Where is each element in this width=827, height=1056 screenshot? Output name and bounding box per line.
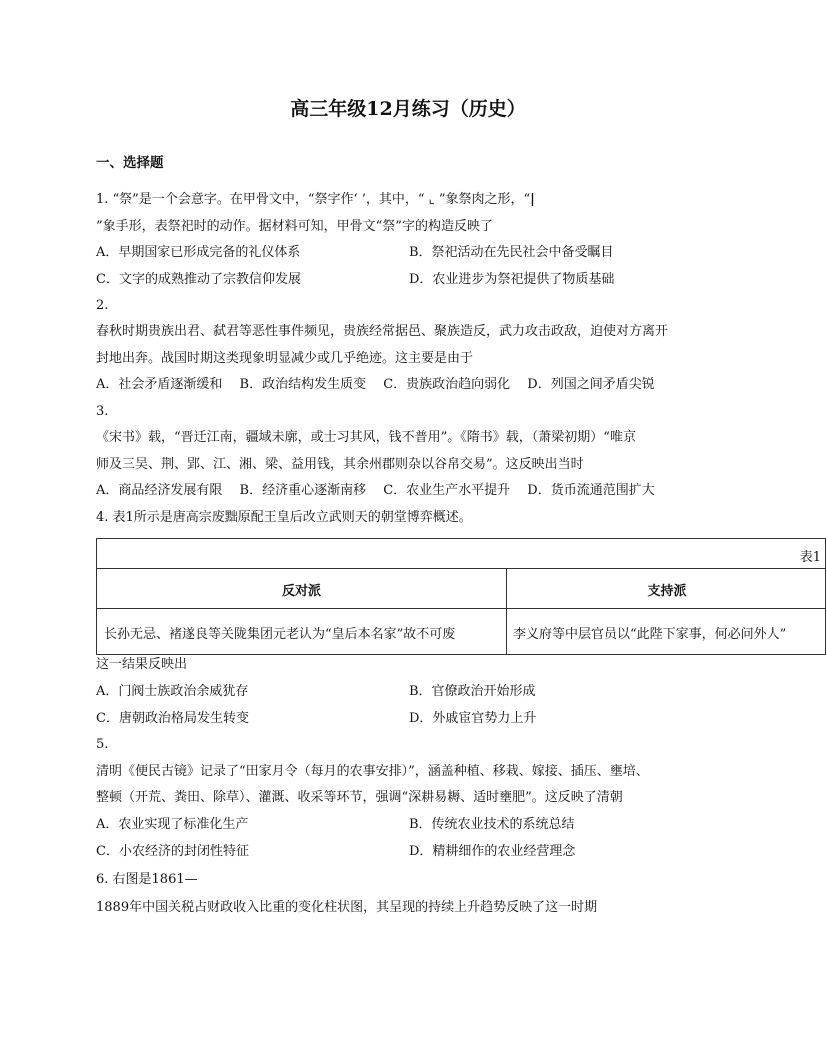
header-support: 支持派 — [647, 584, 687, 599]
q2-stem-line2: 封地出奔。战国时期这类现象明显减少或几乎绝迹。这主要是由于 — [96, 351, 474, 366]
table-row — [97, 609, 825, 655]
q5-stem-line2: 整顿（开荒、粪田、除草）、灌溉、收采等环节，强调“深耕易耨、适时壅肥”。这反映了清朝 — [96, 790, 623, 805]
q4-option-d: D．外戚宦官势力上升 — [409, 711, 537, 726]
section-heading: 一、选择题 — [96, 155, 164, 171]
q2-options: A．社会矛盾逐渐缓和 B．政治结构发生质变 C．贵族政治趋向弱化 D．列国之间矛盾尖锐 — [96, 377, 655, 392]
q1-stem-line2: ”象手形，表祭祀时的动作。据材料可知，甲骨文“祭”字的构造反映了 — [96, 219, 493, 234]
table-caption-row — [97, 539, 825, 569]
q4-option-c: C．唐朝政治格局发生转变 — [96, 711, 249, 726]
cell-support: 李义府等中层官员以“此陛下家事，何必问外人” — [513, 627, 787, 642]
q6-stem-line1: 6. 右图是1861— — [96, 872, 198, 887]
q1-option-d: D．农业进步为祭祀提供了物质基础 — [409, 272, 615, 287]
table-column-divider — [506, 568, 507, 655]
q4-option-a: A．门阀士族政治余威犹存 — [96, 684, 249, 699]
q5-option-a: A．农业实现了标准化生产 — [96, 817, 249, 832]
q3-number: 3. — [96, 404, 109, 419]
oracle-glyph: | — [530, 192, 535, 207]
q1-option-a: A．早期国家已形成完备的礼仪体系 — [96, 245, 301, 260]
table-header-row — [97, 568, 825, 609]
table-1 — [96, 538, 826, 655]
page-title: 高三年级12月练习（历史） — [290, 98, 526, 120]
table-caption: 表1 — [799, 550, 821, 565]
q2-stem-line1: 春秋时期贵族出君、弑君等恶性事件频见，贵族经常据邑、聚族造反，武力攻击政敌，迫使对方离开 — [96, 324, 669, 339]
q4-after-table: 这一结果反映出 — [96, 657, 188, 672]
cell-opposition: 长孙无忌、褚遂良等关陇集团元老认为“皇后本名家”故不可废 — [104, 627, 456, 642]
q1-option-b: B．祭祀活动在先民社会中备受瞩目 — [409, 245, 614, 260]
q5-option-b: B．传统农业技术的系统总结 — [409, 817, 575, 832]
q4-option-b: B．官僚政治开始形成 — [409, 684, 536, 699]
q2-number: 2. — [96, 298, 109, 313]
q4-stem: 4. 表1所示是唐高宗废黜原配王皇后改立武则天的朝堂博弈概述。 — [96, 510, 472, 525]
q1-option-c: C．文字的成熟推动了宗教信仰发展 — [96, 272, 301, 287]
q1-stem-line1 — [96, 193, 535, 206]
q3-stem-line2: 师及三吴、荆、郢、江、湘、梁、益用钱，其余州郡则杂以谷帛交易”。这反映出当时 — [96, 457, 584, 472]
q1-stem-text: 1. “祭”是一个会意字。在甲骨文中，“祭字作‘ ’，其中，“ ⌞ ”象祭肉之形，“ — [96, 192, 531, 207]
q3-options: A．商品经济发展有限 B．经济重心逐渐南移 C．农业生产水平提升 D．货币流通范围扩大 — [96, 483, 655, 498]
q6-stem-line2: 1889年中国关税占财政收入比重的变化柱状图，其呈现的持续上升趋势反映了这一时期 — [96, 900, 598, 915]
q3-stem-line1: 《宋书》载，“晋迁江南，疆域未廓，或士习其风，钱不普用”。《隋书》载，（萧梁初期）“唯京 — [96, 430, 636, 445]
q5-option-c: C．小农经济的封闭性特征 — [96, 844, 249, 859]
header-opposition: 反对派 — [281, 584, 321, 599]
q5-stem-line1: 清明《便民古镜》记录了“田家月令（每月的农事安排）”，涵盖种植、移栽、嫁接、插压、壅培、 — [96, 764, 649, 779]
q5-number: 5. — [96, 737, 109, 752]
q5-option-d: D．精耕细作的农业经营理念 — [409, 844, 576, 859]
